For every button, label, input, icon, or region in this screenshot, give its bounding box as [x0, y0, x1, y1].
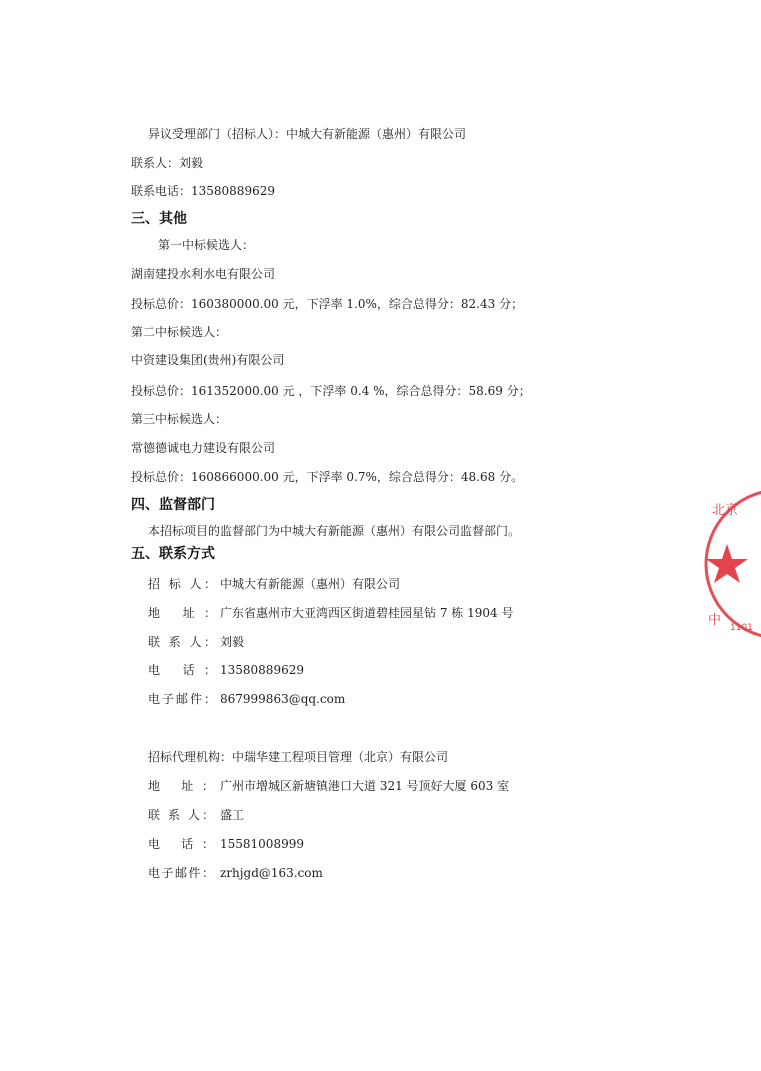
agency-email-label: 电子邮件： [148, 866, 214, 880]
candidate-3-title: 第三中标候选人： [131, 412, 228, 426]
address-value: 广东省惠州市大亚湾西区街道碧桂园星钻 7 栋 1904 号 [220, 606, 514, 620]
address-label: 地 址： [148, 606, 216, 620]
tenderer-contact-row [148, 634, 244, 650]
contact-label: 联 系 人： [148, 635, 216, 649]
agency-email-value[interactable]: zrhjgd@163.com [220, 866, 323, 880]
seal-digits: 1101 [730, 623, 753, 633]
seal-text-bottom: 中 [708, 613, 722, 628]
section-5-heading: 五、联系方式 [131, 546, 215, 562]
agency-contact-row [148, 807, 244, 823]
agency-address-row [148, 778, 509, 794]
agency-address-label: 地 址： [148, 779, 214, 793]
tenderer-row [148, 576, 400, 592]
section-4-heading: 四、监督部门 [131, 497, 215, 513]
agency-phone-value: 15581008999 [220, 837, 304, 851]
seal-star-icon [706, 544, 748, 583]
candidate-1-bid: 投标总价：160380000.00 元，下浮率 1.0%，综合总得分：82.43 分； [131, 297, 524, 311]
agency-label: 招标代理机构： [148, 750, 233, 764]
contact-value: 刘毅 [220, 635, 245, 649]
tenderer-label: 招 标 人： [148, 577, 216, 591]
candidate-2-title: 第二中标候选人： [131, 325, 228, 339]
candidate-1-name: 湖南建投水利水电有限公司 [131, 267, 276, 281]
phone-label: 电 话： [148, 663, 216, 677]
agency-phone-row [148, 836, 304, 852]
email-label: 电子邮件： [148, 692, 216, 706]
agency-email-row [148, 865, 323, 881]
agency-row [148, 749, 448, 765]
candidate-2-name: 中资建设集团(贵州)有限公司 [131, 353, 285, 367]
candidate-3-bid: 投标总价：160866000.00 元，下浮率 0.7%，综合总得分：48.68 分。 [131, 470, 524, 484]
candidate-1-title: 第一中标候选人： [158, 238, 255, 252]
objection-phone: 联系电话：13580889629 [131, 184, 275, 198]
candidate-2-bid: 投标总价：161352000.00 元 ，下浮率 0.4 %，综合总得分：58.69 分； [131, 384, 531, 398]
agency-contact-label: 联 系 人： [148, 808, 214, 822]
company-seal-stamp [700, 484, 761, 644]
section-3-heading: 三、其他 [131, 211, 187, 227]
objection-dept: 异议受理部门（招标人）：中城大有新能源（惠州）有限公司 [148, 127, 467, 141]
candidate-3-name: 常德德诚电力建设有限公司 [131, 441, 276, 455]
agency-contact-value: 盛工 [220, 808, 245, 822]
tenderer-email-row [148, 691, 345, 707]
supervision-text: 本招标项目的监督部门为中城大有新能源（惠州）有限公司监督部门。 [148, 524, 521, 538]
phone-value: 13580889629 [220, 663, 304, 677]
agency-address-value: 广州市增城区新塘镇港口大道 321 号顶好大厦 603 室 [220, 779, 510, 793]
agency-phone-label: 电 话： [148, 837, 214, 851]
agency-value: 中瑞华建工程项目管理（北京）有限公司 [232, 750, 449, 764]
seal-text-top: 北京 [712, 503, 739, 518]
tenderer-value: 中城大有新能源（惠州）有限公司 [220, 577, 401, 591]
email-value[interactable]: 867999863@qq.com [220, 692, 346, 706]
tenderer-phone-row [148, 662, 304, 678]
tenderer-address-row [148, 605, 513, 621]
objection-contact: 联系人：刘毅 [131, 156, 204, 170]
